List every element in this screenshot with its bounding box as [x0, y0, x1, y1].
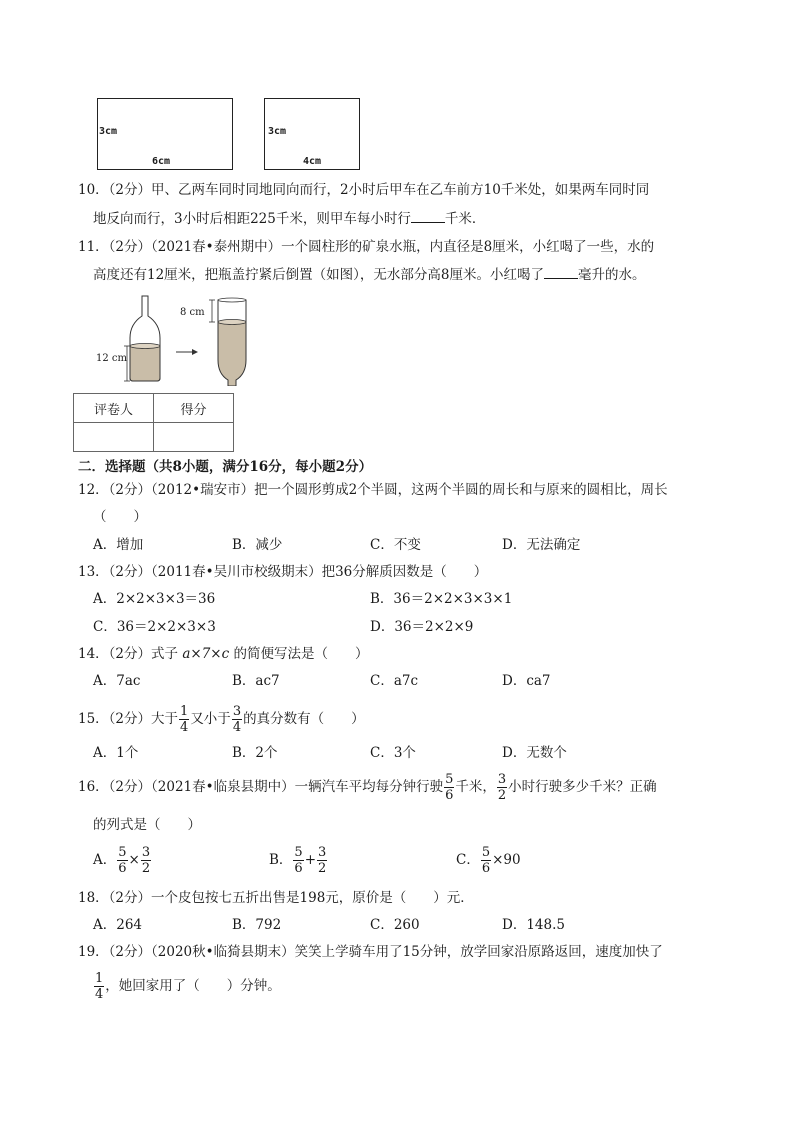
q18-option-b[interactable]: B．792: [232, 917, 282, 933]
q18-option-c[interactable]: C．260: [370, 917, 420, 933]
q16-stem-b: 千米，: [455, 779, 496, 795]
score-table: [73, 393, 234, 452]
q16-stem-c: 小时行驶多少千米？正确: [508, 779, 657, 795]
q11-line2: [93, 266, 646, 284]
q19-fraction: $\frac{1}{4}$: [95, 971, 104, 1002]
q10-answer-blank[interactable]: [411, 210, 445, 223]
q12-line2: （ ）: [93, 509, 147, 525]
q11-line1: 11．（2分）（2021春•泰州期中）一个圆柱形的矿泉水瓶，内直径是8厘米，小红喝了一些，水的: [78, 239, 655, 255]
q16-option-b[interactable]: B． $\frac{5}{6}$ + $\frac{3}{2}$: [269, 845, 327, 876]
bottle-label-8cm: 8 cm: [180, 307, 205, 318]
q11-line2-a: 高度还有12厘米，把瓶盖拧紧后倒置（如图），无水部分高8厘米。小红喝了: [93, 267, 545, 283]
q14-option-d[interactable]: D．ca7: [502, 673, 551, 689]
q10-line2-b: 千米．: [444, 211, 486, 227]
q13-option-b[interactable]: B．36＝2×2×3×3×1: [370, 591, 513, 607]
q14-option-c[interactable]: C．a7c: [370, 673, 419, 689]
q19-line2: [93, 970, 281, 1002]
rect1-side-label: 3cm: [99, 126, 118, 137]
q16-option-c[interactable]: C． $\frac{5}{6}$ ×90: [456, 845, 521, 876]
q15-option-b[interactable]: B．2个: [232, 745, 278, 761]
q11-answer-blank[interactable]: [544, 266, 578, 279]
inverted-bottle: [218, 298, 246, 386]
q16-option-a[interactable]: A． $\frac{5}{6}$ × $\frac{3}{2}$: [93, 845, 151, 876]
q15-stem-b: 又小于: [190, 711, 231, 727]
q18-option-d[interactable]: D．148.5: [502, 917, 565, 933]
q14-expression: a×7×c: [182, 646, 230, 662]
q16-option-c-frac1: $\frac{5}{6}$: [481, 845, 491, 876]
q14-option-b[interactable]: B．ac7: [232, 673, 280, 689]
rect1-bottom-label: 6cm: [152, 156, 171, 167]
q12-line1: 12．（2分）（2012•瑞安市）把一个圆形剪成2个半圆，这两个半圆的周长和与原来的圆相比，周长: [78, 482, 668, 498]
q16-option-a-frac1: $\frac{5}{6}$: [118, 845, 127, 876]
q15-fraction-1: $\frac{1}{4}$: [180, 704, 189, 735]
q16-option-b-frac1: $\frac{5}{6}$: [294, 845, 303, 876]
q13-option-c[interactable]: C．36＝2×2×3×3: [93, 619, 216, 635]
q18-stem: 18．（2分）一个皮包按七五折出售是198元，原价是（ ）元．: [78, 890, 474, 906]
q11-line2-b: 毫升的水。: [578, 267, 646, 283]
score-table-grader-cell[interactable]: [74, 423, 154, 452]
q10-line1: 10．（2分）甲、乙两车同时同地同向而行，2小时后甲车在乙车前方10千米处，如果两车同时同: [78, 182, 650, 198]
q16-option-b-frac2: $\frac{3}{2}$: [318, 845, 327, 876]
score-table-score-cell[interactable]: [154, 423, 234, 452]
section-heading: 二．选择题（共8小题，满分16分，每小题2分）: [78, 459, 373, 475]
q15-option-a[interactable]: A．1个: [93, 745, 139, 761]
q12-option-d[interactable]: D．无法确定: [502, 537, 581, 553]
score-table-score-header: 得分: [154, 394, 234, 423]
q16-stem-a: 16．（2分）（2021春•临泉县期中）一辆汽车平均每分钟行驶: [78, 779, 444, 795]
q13-stem: 13．（2分）（2011春•吴川市校级期末）把36分解质因数是（ ）: [78, 564, 488, 580]
q15-option-d[interactable]: D．无数个: [502, 745, 567, 761]
q12-option-c[interactable]: C．不变: [370, 537, 421, 553]
rect2-side-label: 3cm: [268, 126, 287, 137]
q14-stem-b: 的简便写法是（ ）: [233, 646, 369, 662]
upright-bottle: [130, 296, 160, 381]
q12-option-b[interactable]: B．减少: [232, 537, 283, 553]
q16-option-a-frac2: $\frac{3}{2}$: [141, 845, 151, 876]
q10-line2-a: 地反向而行，3小时后相距225千米，则甲车每小时行: [93, 211, 411, 227]
bottle-label-12cm: 12 cm: [96, 353, 127, 364]
q13-option-a[interactable]: A．2×2×3×3＝36: [93, 591, 216, 607]
q14-option-a[interactable]: A．7ac: [93, 673, 141, 689]
q15-stem-c: 的真分数有（ ）: [243, 711, 365, 727]
q19-line2-text: ，她回家用了（ ）分钟。: [105, 978, 281, 994]
q14-stem-a: 14．（2分）式子: [78, 646, 179, 662]
q16-stem: [78, 771, 657, 803]
q15-fraction-2: $\frac{3}{4}$: [232, 704, 242, 735]
score-table-grader-header: 评卷人: [74, 394, 154, 423]
q10-line2: [93, 210, 485, 228]
q15-option-c[interactable]: C．3个: [370, 745, 416, 761]
q16-line2: 的列式是（ ）: [93, 817, 201, 833]
q13-option-d[interactable]: D．36＝2×2×9: [370, 619, 474, 635]
q16-fraction-2: $\frac{3}{2}$: [497, 772, 507, 803]
q19-line1: 19．（2分）（2020秋•临猗县期末）笑笑上学骑车用了15分钟，放学回家沿原路返回，速度加快了: [78, 944, 663, 960]
q14-stem: [78, 645, 368, 663]
q15-stem: [78, 703, 365, 735]
q18-option-a[interactable]: A．264: [93, 917, 143, 933]
rect2-bottom-label: 4cm: [303, 156, 322, 167]
q15-stem-a: 15．（2分）大于: [78, 711, 179, 727]
q16-fraction-1: $\frac{5}{6}$: [445, 772, 454, 803]
q12-option-a[interactable]: A．增加: [93, 537, 144, 553]
bottle-figure: [92, 294, 262, 386]
